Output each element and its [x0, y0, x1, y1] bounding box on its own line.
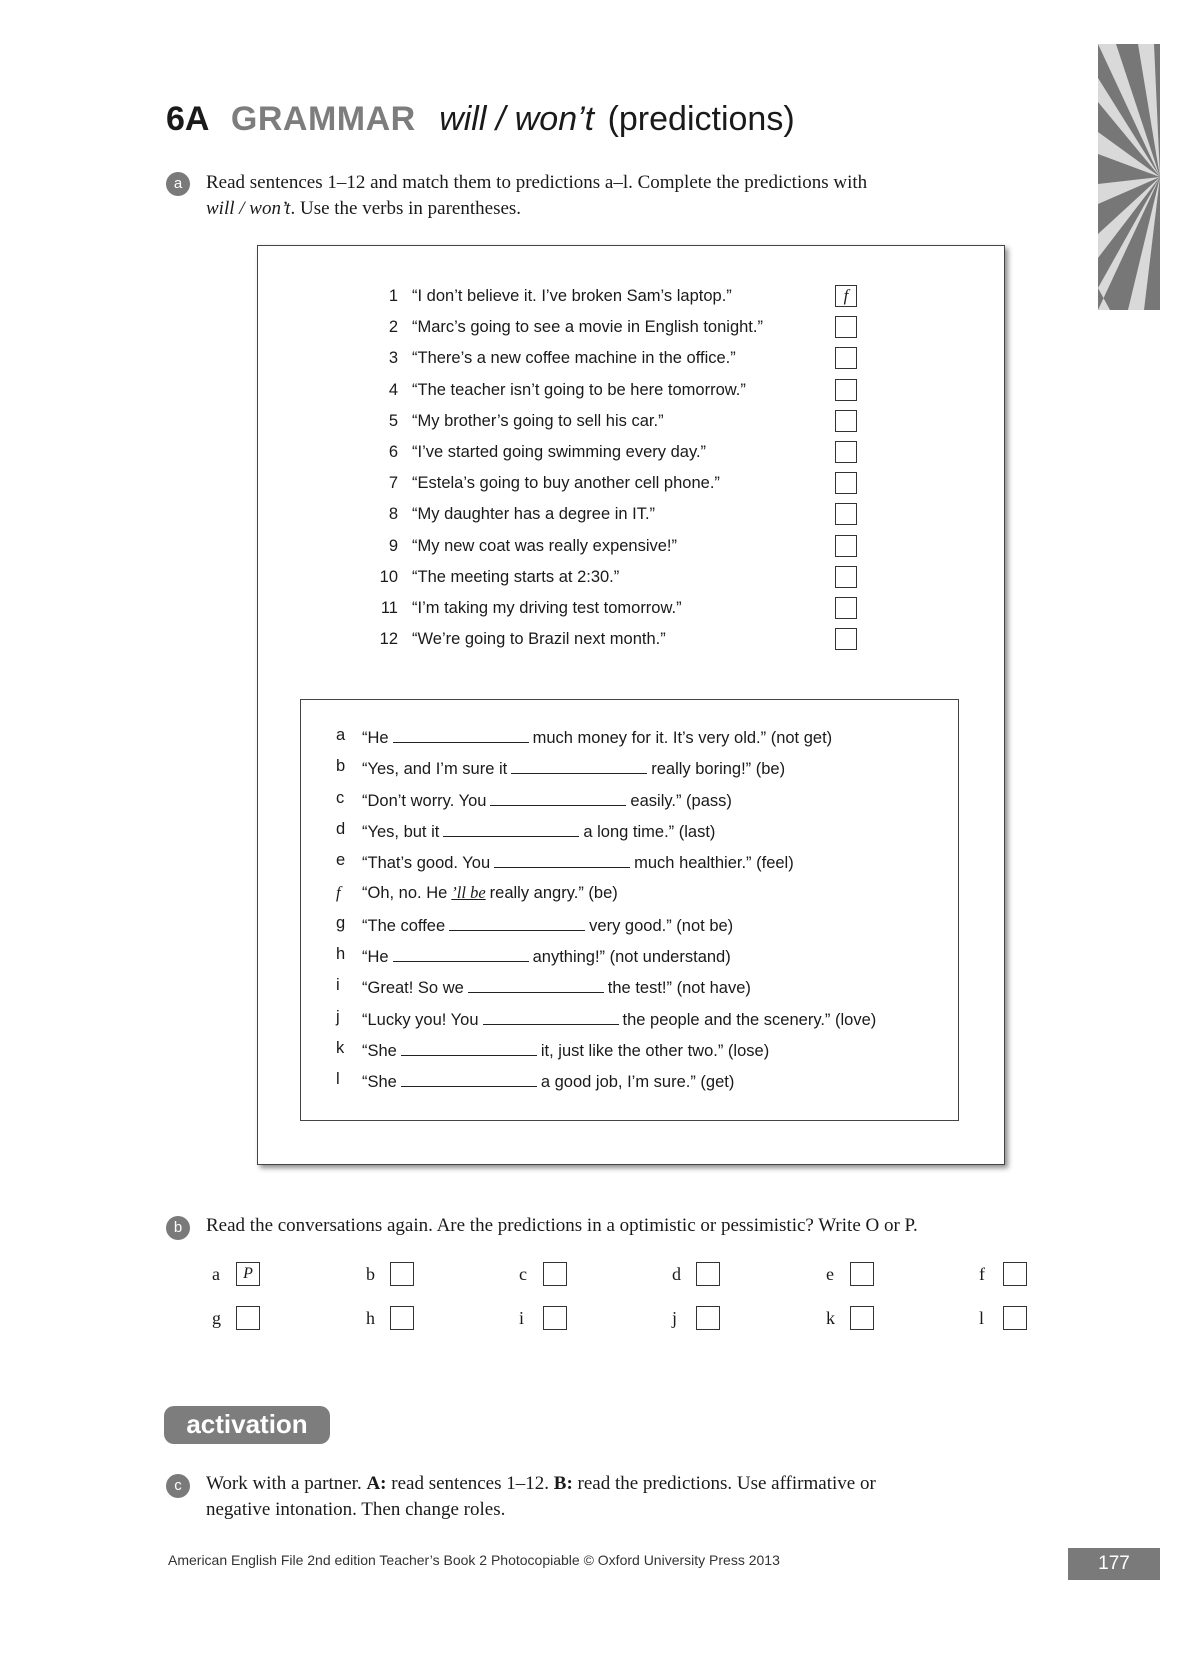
optimism-item-letter: f: [979, 1264, 985, 1284]
optimism-item-letter: l: [979, 1308, 985, 1328]
answer-box[interactable]: [835, 441, 857, 463]
optimism-item-letter: j: [672, 1308, 678, 1328]
prediction-text: [362, 883, 618, 903]
prediction-after: the people and the scenery.” (love): [622, 1011, 877, 1029]
prediction-before: “Great! So we: [362, 979, 464, 997]
answer-box[interactable]: f: [835, 285, 857, 307]
optimism-item-letter: e: [826, 1264, 834, 1284]
answer-box[interactable]: [835, 566, 857, 588]
prediction-after: the test!” (not have): [607, 979, 751, 997]
prediction-after: very good.” (not be): [589, 917, 734, 935]
prediction-letter: i: [336, 976, 340, 994]
prediction-letter: e: [336, 851, 346, 869]
sentence-number: 2: [388, 318, 398, 336]
answer-blank[interactable]: [483, 1008, 619, 1025]
optimism-item-letter: a: [212, 1264, 220, 1284]
prediction-before: “Yes, and I’m sure it: [362, 760, 508, 778]
prediction-before: “That’s good. You: [362, 854, 491, 872]
page-title: [166, 100, 795, 139]
prediction-before: “He: [362, 729, 389, 747]
prediction-letter: g: [336, 914, 346, 932]
prediction-letter: k: [336, 1039, 345, 1057]
prediction-after: a good job, I’m sure.” (get): [540, 1073, 735, 1091]
sentence-number: 10: [379, 568, 398, 586]
answer-blank[interactable]: [494, 851, 630, 868]
sentence-text: “The teacher isn’t going to be here tomorrow.”: [412, 381, 746, 399]
sentence-text: “Marc’s going to see a movie in English tonight.”: [412, 318, 763, 336]
prediction-text: [362, 726, 832, 748]
unit-code: 6A: [166, 100, 210, 138]
optimism-answer-box[interactable]: [543, 1262, 567, 1286]
prediction-after: really angry.” (be): [489, 884, 618, 902]
optimism-answer-box[interactable]: [1003, 1262, 1027, 1286]
sentence-number: 11: [380, 599, 398, 617]
optimism-answer-box[interactable]: P: [236, 1262, 260, 1286]
prediction-after: really boring!” (be): [651, 760, 786, 778]
sentence-number: 4: [388, 381, 398, 399]
sentence-number: 6: [388, 443, 398, 461]
optimism-answer-box[interactable]: [696, 1262, 720, 1286]
sentence-number: 8: [388, 505, 398, 523]
answer-box[interactable]: [835, 628, 857, 650]
sentence-text: “My daughter has a degree in IT.”: [412, 505, 656, 523]
optimism-item-letter: d: [672, 1264, 681, 1284]
answer-blank[interactable]: [490, 789, 626, 806]
optimism-item-letter: b: [366, 1264, 375, 1284]
prediction-letter: b: [336, 757, 346, 775]
exercise-c-instruction: [206, 1471, 1066, 1523]
c-text-3: read the predictions. Use affirmative or: [572, 1473, 876, 1494]
sentence-number: 12: [379, 630, 398, 648]
prediction-before: “Yes, but it: [362, 823, 440, 841]
sentence-text: “There’s a new coffee machine in the office.”: [412, 349, 736, 367]
prediction-text: [362, 820, 715, 842]
topic-italic: will / won’t: [439, 100, 595, 138]
optimism-answer-box[interactable]: [850, 1306, 874, 1330]
exercise-a-instruction: [206, 170, 1066, 222]
prediction-before: “She: [362, 1073, 397, 1091]
optimism-item-letter: g: [212, 1308, 221, 1328]
prediction-after: a long time.” (last): [583, 823, 716, 841]
exercise-a-badge: a: [166, 172, 190, 196]
answer-box[interactable]: [835, 535, 857, 557]
prediction-text: [362, 789, 732, 811]
sentence-number: 7: [388, 474, 398, 492]
sentence-text: “I’m taking my driving test tomorrow.”: [412, 599, 682, 617]
optimism-item-letter: c: [519, 1264, 527, 1284]
answer-box[interactable]: [835, 347, 857, 369]
answer-box[interactable]: [835, 472, 857, 494]
prediction-before: “Don’t worry. You: [362, 792, 487, 810]
answer-box[interactable]: [835, 410, 857, 432]
footer-copyright: American English File 2nd edition Teacher’s Book 2 Photocopiable © Oxford University Press 2013: [168, 1552, 780, 1568]
optimism-item-letter: i: [519, 1308, 525, 1328]
instruction-rest: . Use the verbs in parentheses.: [290, 198, 522, 219]
answer-blank[interactable]: [401, 1039, 537, 1056]
answer-blank[interactable]: [393, 726, 529, 743]
prediction-text: [362, 945, 731, 967]
optimism-answer-box[interactable]: [543, 1306, 567, 1330]
topic-rest: (predictions): [607, 100, 795, 138]
prediction-text: [362, 851, 794, 873]
optimism-item-letter: h: [366, 1308, 375, 1328]
prediction-letter: f: [336, 883, 341, 902]
prediction-letter: c: [336, 789, 345, 807]
exercise-c-line2: negative intonation. Then change roles.: [206, 1499, 506, 1520]
sentence-text: “I’ve started going swimming every day.”: [412, 443, 707, 461]
sunburst-decoration: [1098, 44, 1160, 310]
sentence-text: “The meeting starts at 2:30.”: [412, 568, 620, 586]
section-name: GRAMMAR: [230, 100, 416, 138]
prediction-text: [362, 1039, 769, 1061]
sentence-number: 9: [388, 537, 398, 555]
c-text-2: read sentences 1–12.: [386, 1473, 554, 1494]
answer-box[interactable]: [835, 597, 857, 619]
prediction-before: “Lucky you! You: [362, 1011, 479, 1029]
answer-blank[interactable]: [468, 976, 604, 993]
optimism-answer-box[interactable]: [1003, 1306, 1027, 1330]
sentence-text: “My brother’s going to sell his car.”: [412, 412, 664, 430]
prediction-letter: l: [336, 1070, 340, 1088]
activation-label: activation: [164, 1406, 330, 1444]
answer-box[interactable]: [835, 503, 857, 525]
answer-box[interactable]: [835, 316, 857, 338]
prediction-after: easily.” (pass): [630, 792, 732, 810]
prediction-before: “He: [362, 948, 389, 966]
exercise-b-badge: b: [166, 1216, 190, 1240]
exercise-c-line1: [206, 1471, 1066, 1497]
sentence-text: “We’re going to Brazil next month.”: [412, 630, 666, 648]
answer-box[interactable]: [835, 379, 857, 401]
sentence-number: 5: [388, 412, 398, 430]
answer-blank[interactable]: [511, 757, 647, 774]
optimism-item-letter: k: [826, 1308, 835, 1328]
answer-blank[interactable]: [393, 945, 529, 962]
sentence-text: “I don’t believe it. I’ve broken Sam’s laptop.”: [412, 287, 732, 305]
sentence-text: “Estela’s going to buy another cell phone.”: [412, 474, 720, 492]
prediction-before: “Oh, no. He: [362, 884, 448, 902]
optimism-answer-box[interactable]: [236, 1306, 260, 1330]
answer-blank[interactable]: [449, 914, 585, 931]
optimism-answer-box[interactable]: [390, 1262, 414, 1286]
prediction-after: much healthier.” (feel): [634, 854, 794, 872]
filled-answer: ’ll be: [451, 883, 486, 902]
optimism-answer-box[interactable]: [696, 1306, 720, 1330]
c-text-1: Work with a partner.: [206, 1473, 367, 1494]
exercise-b-instruction: Read the conversations again. Are the predictions in a optimistic or pessimistic? Write O or P.: [206, 1215, 918, 1236]
prediction-letter: h: [336, 945, 346, 963]
answer-blank[interactable]: [443, 820, 579, 837]
role-a-label: A:: [366, 1473, 387, 1494]
optimism-answer-box[interactable]: [850, 1262, 874, 1286]
exercise-a-instruction-line2: [206, 196, 1066, 222]
prediction-letter: a: [336, 726, 346, 744]
prediction-text: [362, 976, 751, 998]
prediction-text: [362, 1070, 734, 1092]
instruction-italic: will / won’t: [206, 198, 291, 219]
optimism-answer-box[interactable]: [390, 1306, 414, 1330]
prediction-after: much money for it. It’s very old.” (not get): [532, 729, 833, 747]
prediction-after: it, just like the other two.” (lose): [540, 1042, 770, 1060]
prediction-text: [362, 914, 733, 936]
exercise-c-badge: c: [166, 1474, 190, 1498]
prediction-text: [362, 1008, 876, 1030]
sentence-text: “My new coat was really expensive!”: [412, 537, 678, 555]
prediction-letter: j: [336, 1008, 340, 1026]
sentence-number: 1: [388, 287, 398, 305]
prediction-letter: d: [336, 820, 346, 838]
page-number: 177: [1068, 1548, 1160, 1580]
prediction-before: “The coffee: [362, 917, 446, 935]
prediction-after: anything!” (not understand): [532, 948, 731, 966]
prediction-text: [362, 757, 785, 779]
answer-blank[interactable]: [401, 1070, 537, 1087]
prediction-before: “She: [362, 1042, 397, 1060]
sentence-number: 3: [388, 349, 398, 367]
exercise-a-instruction-line1: Read sentences 1–12 and match them to predictions a–l. Complete the predictions with: [206, 172, 868, 193]
role-b-label: B:: [553, 1473, 573, 1494]
